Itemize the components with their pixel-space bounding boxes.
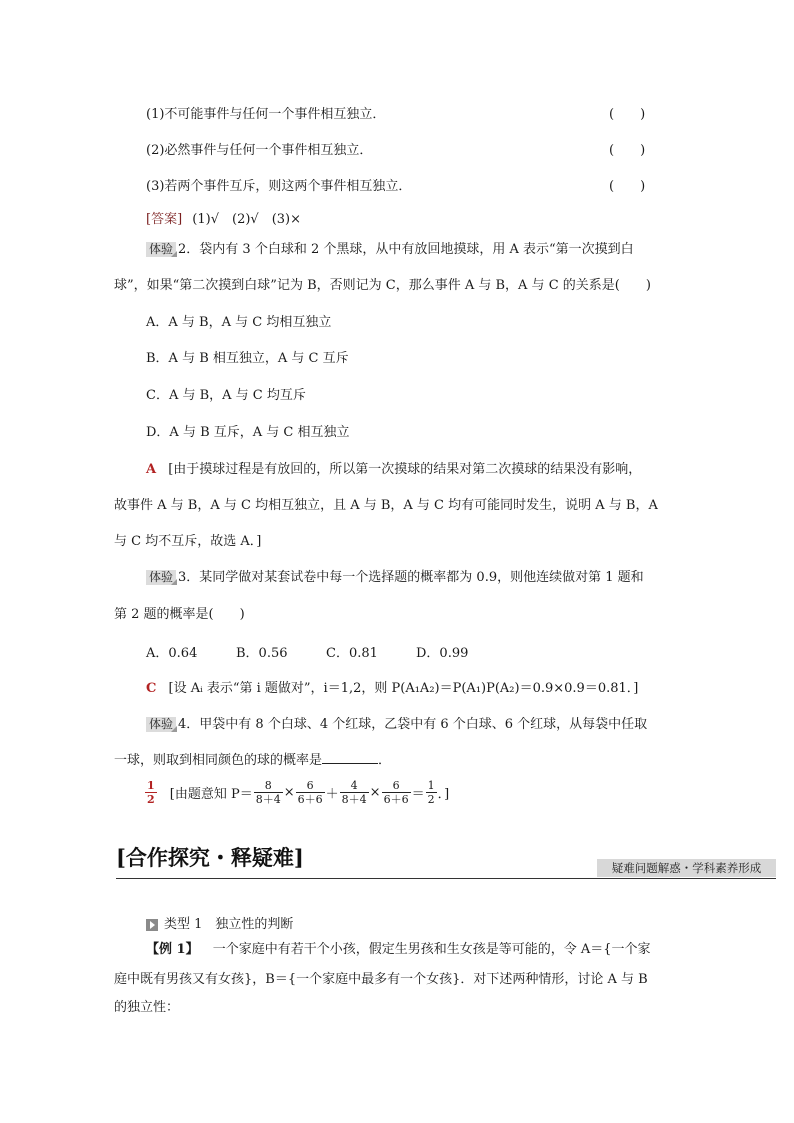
section-divider [116,878,776,879]
q3-option-a: A．0.64 [146,646,198,661]
judgment-item-3: (3)若两个事件互斥，则这两个事件相互独立． [146,179,412,194]
q2-line1: 体验 2．袋内有 3 个白球和 2 个黑球，从中有放回地摸球，用 A 表示“第一次摸到白 [146,238,634,257]
section-title: [合作探究・释疑难] [116,845,304,870]
q3-option-c: C．0.81 [326,646,378,661]
q3-option-d: D．0.99 [416,646,469,661]
example-label: 【例 1】 [146,942,199,957]
q2-option-b: B．A 与 B 相互独立，A 与 C 互斥 [146,351,349,366]
fraction: $\frac{6}{6+6}$ [383,779,409,806]
q3-answer-letter: C [146,681,157,696]
answer-blank [322,751,378,764]
q4-line1: 体验 4．甲袋中有 8 个白球、4 个红球，乙袋中有 6 个白球、6 个红球，从每袋中任取 [146,713,647,732]
section-tag: 疑难问题解惑・学科素养形成 [597,859,776,877]
tiyan-badge: 体验 [146,717,176,732]
judgment-item-1: (1)不可能事件与任何一个事件相互独立． [146,107,386,122]
q2-line2: 球”，如果“第二次摸到白球”记为 B，否则记为 C，那么事件 A 与 B，A 与 C 的关系是( ) [114,278,651,293]
q3-line2: 第 2 题的概率是( ) [114,607,245,622]
q2-explanation-line2: 故事件 A 与 B，A 与 C 均相互独立，且 A 与 B，A 与 C 均有可能同时发生，说明 A 与 B，A [114,498,658,513]
q3-line1: 体验 3．某同学做对某套试卷中每一个选择题的概率都为 0.9，则他连续做对第 1 题和 [146,566,644,585]
example1-line1: 【例 1】 一个家庭中有若干个小孩，假定生男孩和生女孩是等可能的，令 A＝{一个家 [146,942,651,957]
judgment-answer [146,208,301,227]
q2-option-d: D．A 与 B 互斥，A 与 C 相互独立 [146,425,350,440]
answer-text: (1)√ (2)√ (3)× [192,212,302,227]
answer-label: [答案] [146,212,183,227]
fraction: $\frac{6}{6+6}$ [297,779,323,806]
example1-line2: 庭中既有男孩又有女孩}，B＝{一个家庭中最多有一个女孩}．对下述两种情形，讨论 A 与 B [114,972,648,987]
q2-explanation-line1: A [由于摸球过程是有放回的，所以第一次摸球的结果对第二次摸球的结果没有影响， [146,462,642,477]
fraction: $\frac{8}{8+4}$ [255,779,281,806]
q2-option-c: C．A 与 B，A 与 C 均互斥 [146,388,306,403]
type-heading: 类型 1 独立性的判断 [146,913,293,932]
q2-option-a: A．A 与 B，A 与 C 均相互独立 [146,315,332,330]
judgment-item-2: (2)必然事件与任何一个事件相互独立． [146,143,373,158]
example1-line3: 的独立性： [114,1000,180,1015]
judgment-paren-1: ( ) [609,107,646,122]
q2-answer-letter: A [146,462,157,477]
fraction: $\frac{1}{2}$ [427,779,435,806]
play-icon [146,919,158,931]
q4-line2: 一球，则取到相同颜色的球的概率是 ． [114,753,392,768]
tiyan-badge: 体验 [146,570,176,585]
fraction: $\frac{4}{8+4}$ [341,779,367,806]
q3-explanation: C [设 Aᵢ 表示“第 i 题做对”，i＝1,2，则 P(A₁A₂)＝P(A₁)P(A₂)＝0.9×0.9＝0.81．] [146,681,639,696]
tiyan-badge: 体验 [146,242,176,257]
judgment-paren-2: ( ) [609,143,646,158]
q2-explanation-line3: 与 C 均不互斥，故选 A．] [114,534,262,549]
q4-explanation: $\frac{1}{2}$ [由题意知 P＝ $\frac{8}{8+4}$ × $\frac{6}{6+6}$ ＋ $\frac{4}{8+4}$ × $\frac{6}{6+6}$ ＝ $\frac{1}{2}$ ．] [147,779,450,806]
q4-answer-fraction: $\frac{1}{2}$ [147,779,155,806]
q3-option-b: B．0.56 [236,646,288,661]
judgment-paren-3: ( ) [609,179,646,194]
